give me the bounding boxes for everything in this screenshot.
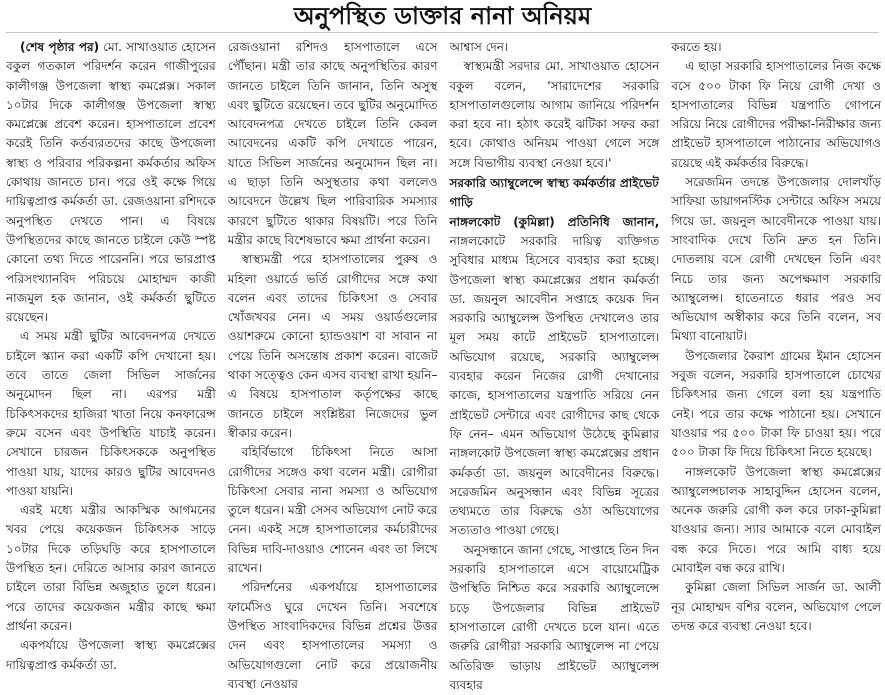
dateline: নাঙ্গলকোট (কুমিল্লা) প্রতিনিধি জানান, (449, 214, 660, 229)
paragraph-text: রেজওয়ানা রশিদও হাসপাতালে এসে পৌঁছান। মন্ত্রী তার কাছে অনুপস্থিতির কারণ জানতে চাইলে তিনি জানান, তিনি অসুস্থ এবং ছুটিতে রয়েছেন। তবে ছুটির অনুমোদিত আবেদনপত্র দেখতে চাইলে তিনি কেবল আবেদনের একটি কপি দেখাতে পারেন, যাতে সিভিল সার্জনের অনুমোদন ছিল না। এ ছাড়া তিনি অসুস্থতার কথা বললেও আবেদনে উল্লেখ ছিল পারিবারিক সমস্যার কারণে ছুটিতে থাকার বিষয়টি। পরে তিনি মন্ত্রীর কাছে বিশেষভাবে ক্ষমা প্রার্থনা করেন। (227, 40, 438, 247)
article-paragraph (450, 213, 660, 541)
article-paragraph (671, 173, 881, 347)
subheading: সরকারি অ্যাম্বুলেন্সে স্বাস্থ্য কর্মকর্তার প্রাইভেট গাড়ি (449, 176, 659, 210)
article-paragraph (6, 327, 216, 501)
article-paragraph (671, 463, 881, 579)
paragraph-text: নাঙ্গলকোট উপজেলা স্বাস্থ্য কমপ্লেক্সের অ্যাম্বুলেন্সচালক সাহাবুদ্দিন হোসেন বলেন, অনেক জরুরি রোগী কল করে ঢাকা-কুমিল্লা যাওয়ার জন্য। স্যার আমাকে বলে মোবাইল বন্ধ করে দিতে। পরে আমি বাধ্য হয়ে মোবাইল বন্ধ করে রাখি। (671, 464, 881, 576)
article-column-2 (227, 38, 438, 691)
paragraph-text: স্বাস্থ্যমন্ত্রী সরদার মো. সাখাওয়াত হোসেন বকুল বলেন, 'সারাদেশের সরকারি হাসপাতালগুলোয় আগাম জানিয়ে পরিদর্শন করা হবে না। হঠাৎ করেই ঝটিকা সফর করা হবে। কোথাও অনিয়ম পাওয়া গেলে সঙ্গে সঙ্গে বিভাগীয় ব্যবস্থা নেওয়া হবে।' (449, 59, 660, 170)
article-paragraph (671, 347, 881, 463)
article-paragraph (228, 250, 438, 443)
article-paragraph (228, 443, 438, 578)
article-paragraph (450, 38, 660, 57)
paragraph-text: বহির্বিভাগে চিকিৎসা নিতে আসা রোগীদের সঙ্গেও কথা বলেন মন্ত্রী। রোগীরা চিকিৎসা সেবার নানা সমস্যা ও অভিযোগ তুলে ধরেন। মন্ত্রী সেসব অভিযোগ নোট করে নেন। একই সঙ্গে হাসপাতালের কর্মচারীদের বিভিন্ন দাবি-দাওয়াও শোনেন এবং তা লিখে রাখেন। (227, 445, 438, 576)
paragraph-text: এরই মধ্যে মন্ত্রীর আকস্মিক আগমনের খবর পেয়ে কয়েকজন চিকিৎসক সাড়ে ১০টার দিকে তড়িঘড়ি করে হাসপাতালে উপস্থিত হন। দেরিতে আসার কারণ জানতে চাইলে তারা বিভিন্ন অজুহাত তুলে ধরেন। পরে তাদের কয়েকজন মন্ত্রীর কাছে ক্ষমা প্রার্থনা করেন। (6, 503, 216, 633)
paragraph-text: এ সময় মন্ত্রী ছুটির আবেদনপত্র দেখতে চাইলে স্ক্যান করা একটি কপি দেখানো হয়। তবে তাতে জেলা সিভিল সার্জনের অনুমোদন ছিল না। এরপর মন্ত্রী চিকিৎসকদের হাজিরা খাতা নিয়ে কনফারেন্স রুমে বসেন এবং উপস্থিতি যাচাই করেন। সেখানে চারজন চিকিৎসককে অনুপস্থিত পাওয়া যায়, যাদের কারও ছুটির আবেদনও পাওয়া যায়নি। (6, 329, 216, 498)
continuation-marker: (শেষ পৃষ্ঠার পর) (20, 40, 100, 54)
paragraph-text: করতে হয়। (671, 40, 722, 54)
article-columns (6, 38, 881, 692)
headline: অনুপস্থিত ডাক্তার নানা অনিয়ম (293, 1, 592, 30)
article-paragraph (671, 38, 881, 57)
paragraph-text: এ ছাড়া সরকারি হাসপাতালের নিজ কক্ষে বসে ৫০০ টাকা ফি নিয়ে রোগী দেখা ও হাসপাতালের বিভিন্ন যন্ত্রপাতি গোপনে সরিয়ে নিয়ে রোগীদের পরীক্ষা-নিরীক্ষার জন্য প্রাইভেট হাসপাতালে পাঠানোর অভিযোগও রয়েছে এই কর্মকর্তার বিরুদ্ধে। (671, 59, 881, 170)
article-column-4 (671, 38, 881, 633)
article-paragraph (6, 501, 216, 636)
article-column-1 (6, 38, 216, 672)
paragraph-text: একপর্যায়ে উপজেলা স্বাস্থ্য কমপ্লেক্সের দায়িত্বপ্রাপ্ত কর্মকর্তা ডা. (6, 638, 216, 672)
article-paragraph (671, 57, 881, 173)
article-column-3 (449, 38, 660, 692)
paragraph-text: অনুসন্ধানে জানা গেছে, সাপ্তাহে তিন দিন সরকারি হাসপাতালে এসে বায়োমেট্রিক উপস্থিতি নিশ্চিত করে সরকারি অ্যাম্বুলেন্সে চড়ে উপজেলার বিভিন্ন প্রাইভেট হাসপাতালে রোগী দেখতে চলে যান। এতে জরুরি রোগীরা সরকারি অ্যাম্বুলেন্স না পেয়ে অতিরিক্ত ভাড়ায় প্রাইভেট অ্যাম্বুলেন্স ব্যবহার (449, 542, 660, 692)
paragraph-text: আশ্বাস দেন। (449, 40, 509, 54)
paragraph-text: সরেজমিন তদন্তে উপজেলার দোলখাঁড় সাফিয়া ডায়াগনস্টিক সেন্টারে অফিস সময়ে গিয়ে ডা. জয়নুল আবেদীনকে পাওয়া যায়। সাংবাদিক দেখে তিনি দ্রুত হন তিনি। দোতলায় বসে রোগী দেখছেন তিনি এবং নিচে তার জন্য অপেক্ষমাণ সরকারি অ্যাম্বুলেন্স। হাতেনাতে ধরার পরও সব অভিযোগ অস্বীকার করে তিনি বলেন, সব মিথ্যা বানোয়াট। (671, 175, 881, 344)
paragraph-text: কুমিল্লা জেলা সিভিল সার্জন ডা. আলী নূর মোহাম্মদ বশির বলেন, অভিযোগ পেলে তদন্ত করে ব্যবস্থা নেওয়া হবে। (671, 580, 881, 633)
headline-box (6, 0, 879, 33)
article-paragraph (228, 578, 438, 694)
article-paragraph (671, 578, 881, 636)
article-paragraph (6, 38, 216, 327)
paragraph-text: নাঙ্গলকোটে সরকারি দায়িত্ব ব্যক্তিগত সুবিধার মাধ্যম হিসেবে ব্যবহার করা হচ্ছে। উপজেলা স্বাস্থ্য কমপ্লেক্সের প্রধান কর্মকর্তা ডা. জয়নুল আবেদীন সপ্তাহে কয়েক দিন সরকারি অ্যাম্বুলেন্স উপস্থিত দেখালেও তার মূল সময় কাটে প্রাইভেট হাসপাতালে। অভিযোগ রয়েছে, সরকারি অ্যাম্বুলেন্স ব্যবহার করেন নিজের রোগী দেখানোর কাজে, হাসপাতালের যন্ত্রপাতি সরিয়ে নেন প্রাইভেট সেন্টারে এবং রোগীদের কাছ থেকে ফি নেন– এমন অভিযোগ উঠেছে কুমিল্লার নাঙ্গলকোট উপজেলা স্বাস্থ্য কমপ্লেক্সের প্রধান কর্মকর্তা ডা. জয়নুল আবেদীনের বিরুদ্ধে। সরেজমিন অনুসন্ধান এবং বিভিন্ন সূত্রের তথ্যমতে তার বিরুদ্ধে ওঠা অভিযোগের সত্যতাও পাওয়া গেছে। (449, 233, 660, 538)
paragraph-text: পরিদর্শনের একপর্যায়ে হাসপাতালের ফার্মেসিও ঘুরে দেখেন তিনি। সবশেষে উপস্থিত সাংবাদিকদের বিভিন্ন প্রশ্নের উত্তর দেন এবং হাসপাতালের সমস্যা ও অভিযোগগুলো নোট করে প্রয়োজনীয় ব্যবস্থা নেওয়ার (227, 580, 438, 691)
article-paragraph (450, 57, 660, 173)
article-paragraph (6, 636, 216, 675)
paragraph-text: মো. সাখাওয়াত হোসেন বকুল গতকাল পরিদর্শন করেন গাজীপুরের কালীগঞ্জ উপজেলা স্বাস্থ্য কমপ্লেক্স। সকাল ১০টার দিকে কালীগঞ্জ উপজেলা স্বাস্থ্য কমপ্লেক্সে প্রবেশ করেন। হাসপাতালে প্রবেশ করেই তিনি কর্তব্যরতদের কাছে উপজেলা স্বাস্থ্য ও পরিবার পরিকল্পনা কর্মকর্তার অফিস কোথায় জানতে চান। পরে ওই কক্ষে গিয়ে দায়িত্বপ্রাপ্ত কর্মকর্তা ডা. রেজওয়ানা রশিদকে অনুপস্থিত দেখতে পান। এ বিষয়ে উপস্থিতদের কাছে জানতে চাইলে কেউ স্পষ্ট কোনো তথ্য দিতে পারেননি। পরে ভারপ্রাপ্ত পরিসংখ্যানবিদ পরিচয়ে মোহাম্মদ কাজী নাজমুল হক জানান, ওই কর্মকর্তা ছুটিতে রয়েছেন। (6, 40, 216, 325)
article-paragraph (228, 38, 438, 250)
paragraph-text: স্বাস্থ্যমন্ত্রী পরে হাসপাতালের পুরুষ ও মহিলা ওয়ার্ডে ভর্তি রোগীদের সঙ্গে কথা বলেন এবং তাদের চিকিৎসা ও সেবার খোঁজখবর নেন। এ সময় ওয়ার্ডগুলোর ওয়াশরুমে কোনো হ্যান্ডওয়াশ বা সাবান না পেয়ে তিনি অসন্তোষ প্রকাশ করেন। বাজেট থাকা সত্ত্বেও কেন এসব ব্যবস্থা রাখা হয়নি– এ বিষয়ে হাসপাতাল কর্তৃপক্ষের কাছে জানতে চাইলে সংশ্লিষ্টরা নিজেদের ভুল স্বীকার করেন। (227, 252, 438, 440)
paragraph-text: উপজেলার কৈরাশ গ্রামের ইমান হোসেন সবুজ বলেন, সরকারি হাসপাতালে চোখের চিকিৎসার জন্য গেলে বলা হয় যন্ত্রপাতি নেই। পরে তার কক্ষে পাঠানো হয়। সেখানে যাওয়ার পর ৫০০ টাকা ফি চাওয়া হয়। পরে ৫০০ টাকা ফি দিয়ে চিকিৎসা নিতে হয়েছে। (671, 348, 881, 460)
article-paragraph (450, 541, 660, 695)
